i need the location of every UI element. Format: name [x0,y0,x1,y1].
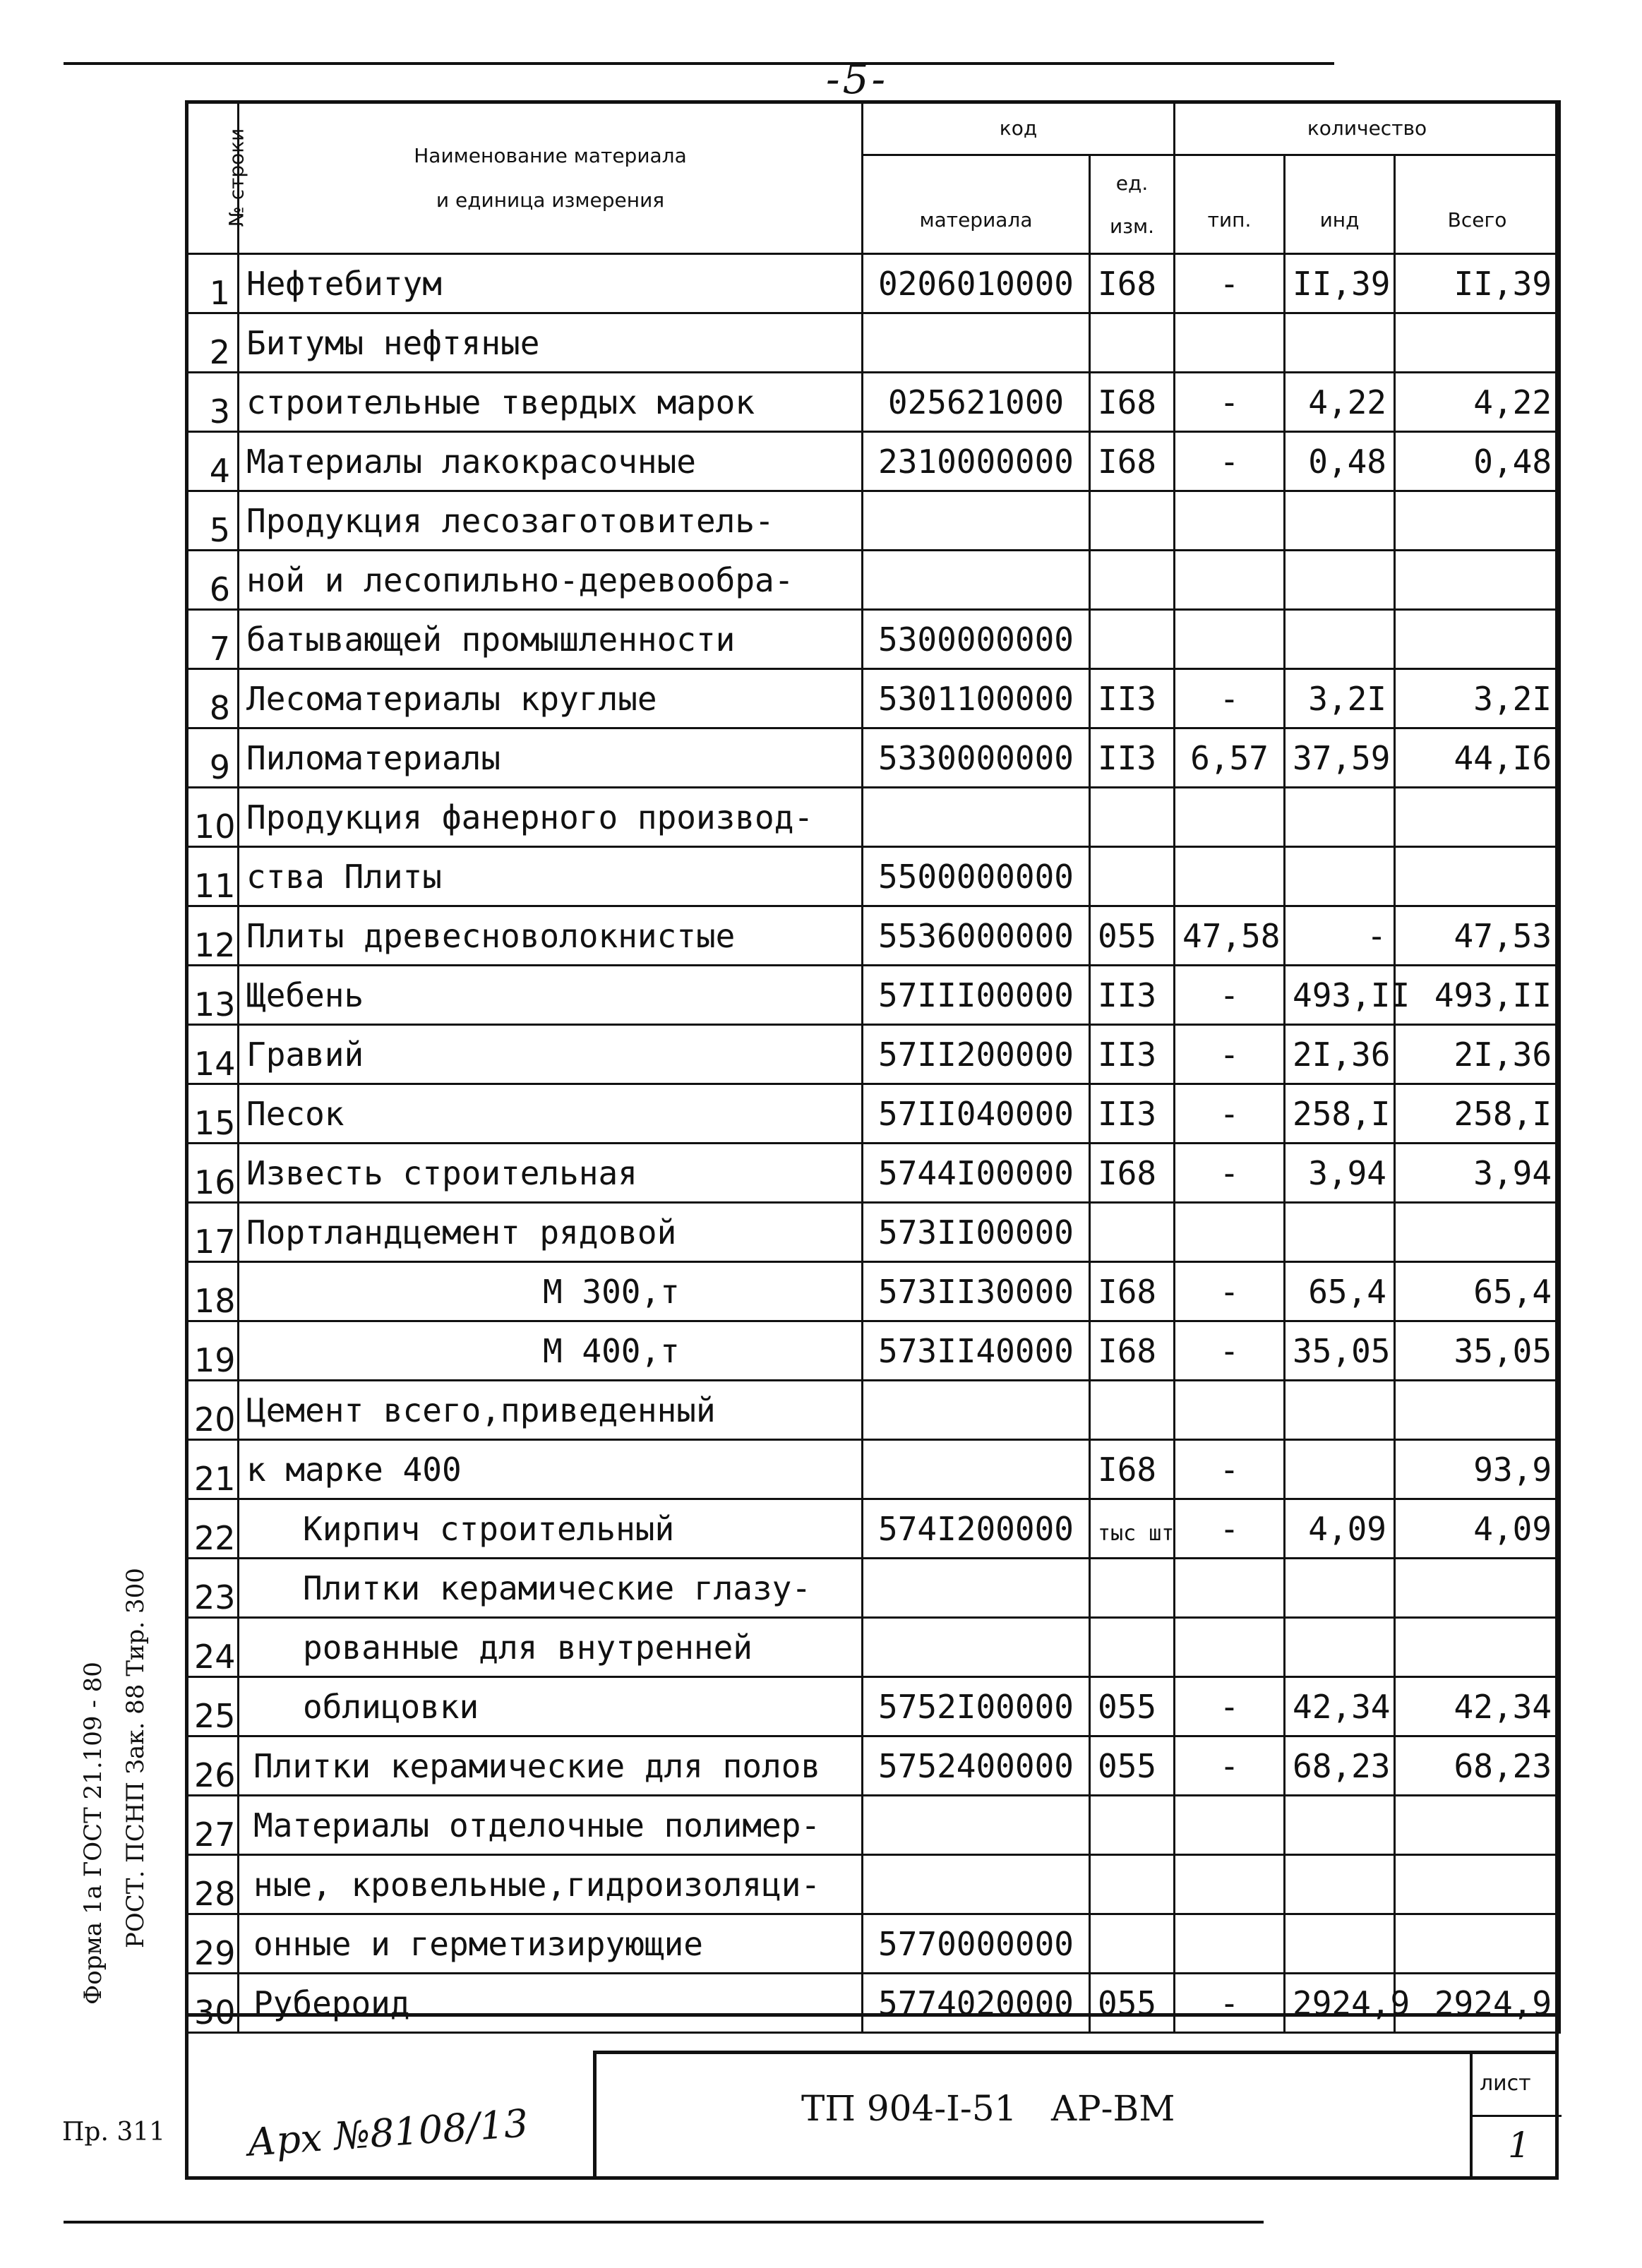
material-name: онные и герметизирующие [239,1914,863,1974]
qty-ind: 0,48 [1285,432,1395,491]
material-code [863,1440,1090,1499]
unit-code [1090,1914,1175,1974]
qty-ind [1285,1855,1395,1914]
qty-total: 258,I [1395,1084,1560,1144]
row-number: 15 [186,1084,239,1144]
table-row [186,906,1560,966]
row-number: 29 [186,1914,239,1974]
qty-typ: - [1175,1499,1285,1559]
qty-total [1395,1855,1560,1914]
qty-ind [1285,1559,1395,1618]
qty-total: 44,I6 [1395,728,1560,788]
qty-ind: II,39 [1285,254,1395,313]
material-name: Материалы лакокрасочные [239,432,863,491]
qty-typ [1175,1618,1285,1677]
qty-total: 42,34 [1395,1677,1560,1736]
table-row [186,1677,1560,1736]
unit-code [1090,788,1175,847]
name-header: Наименование материала и единица измерения [239,102,863,254]
qty-typ [1175,1203,1285,1262]
table-row [186,1144,1560,1203]
qty-ind: 68,23 [1285,1736,1395,1796]
material-name: Портландцемент рядовой [239,1203,863,1262]
row-number: 5 [186,491,239,551]
material-code: 57II040000 [863,1084,1090,1144]
qty-total [1395,1203,1560,1262]
material-name: Рубероид [239,1974,863,2033]
sheet-label: лист [1480,2071,1531,2096]
table-row [186,254,1560,313]
qty-total [1395,313,1560,373]
material-code: 5536000000 [863,906,1090,966]
row-number: 1 [186,254,239,313]
qty-typ: - [1175,1974,1285,2033]
row-no-header: № строки [186,102,239,254]
material-name: облицовки [239,1677,863,1736]
row-number: 25 [186,1677,239,1736]
qty-ind [1285,1796,1395,1855]
qty-typ [1175,1914,1285,1974]
unit-code: I68 [1090,1144,1175,1203]
qty-ind: 42,34 [1285,1677,1395,1736]
table-row [186,1084,1560,1144]
material-name: М 400,т [239,1321,863,1381]
qty-ind [1285,491,1395,551]
qty-typ: - [1175,1262,1285,1321]
material-name: ные, кровельные,гидроизоляци- [239,1855,863,1914]
row-number: 11 [186,847,239,906]
table-row [186,669,1560,728]
unit-code: II3 [1090,728,1175,788]
table-row [186,1440,1560,1499]
top-rule [64,62,1334,65]
table-row [186,1381,1560,1440]
material-name: М 300,т [239,1262,863,1321]
qty-ind [1285,1618,1395,1677]
unit-code [1090,1203,1175,1262]
sheet-number: 1 [1508,2125,1530,2166]
qty-typ: - [1175,432,1285,491]
row-number: 19 [186,1321,239,1381]
row-number: 9 [186,728,239,788]
material-name: Плитки керамические для полов [239,1736,863,1796]
unit-code [1090,1559,1175,1618]
material-code [863,1618,1090,1677]
qty-ind: 37,59 [1285,728,1395,788]
qty-total: 4,09 [1395,1499,1560,1559]
qty-total: 47,53 [1395,906,1560,966]
row-number: 6 [186,551,239,610]
table-row [186,1559,1560,1618]
material-name: Щебень [239,966,863,1025]
unit-code [1090,610,1175,669]
qty-total [1395,1796,1560,1855]
doc-code-cell [593,2051,1475,2178]
code-material-header: материала [863,155,1090,254]
qty-total: 0,48 [1395,432,1560,491]
qty-typ: - [1175,669,1285,728]
qty-total: 4,22 [1395,373,1560,432]
material-code: 5744I00000 [863,1144,1090,1203]
unit-code [1090,1618,1175,1677]
material-name: Кирпич строительный [239,1499,863,1559]
material-code: 5301100000 [863,669,1090,728]
unit-code [1090,1855,1175,1914]
material-name: Продукция лесозаготовитель- [239,491,863,551]
row-number: 18 [186,1262,239,1321]
material-code: 573II00000 [863,1203,1090,1262]
material-code: 57II200000 [863,1025,1090,1084]
unit-code: 055 [1090,1736,1175,1796]
qty-ind: 2I,36 [1285,1025,1395,1084]
table-row [186,1262,1560,1321]
material-name: ства Плиты [239,847,863,906]
material-code: 025621000 [863,373,1090,432]
sheet-cell [1470,2051,1559,2178]
qty-ind: 258,I [1285,1084,1395,1144]
qty-ind: 4,22 [1285,373,1395,432]
row-number: 7 [186,610,239,669]
unit-code [1090,1796,1175,1855]
qty-typ [1175,788,1285,847]
row-number: 26 [186,1736,239,1796]
row-number: 8 [186,669,239,728]
qty-total-header: Всего [1395,155,1560,254]
archive-note: Арх №8108/13 [246,2101,530,2165]
qty-total: 3,2I [1395,669,1560,728]
table-row [186,1796,1560,1855]
qty-ind [1285,847,1395,906]
pr-note: Пр. 311 [62,2118,166,2147]
material-name: Плиты древесноволокнистые [239,906,863,966]
unit-code [1090,1381,1175,1440]
qty-typ [1175,1855,1285,1914]
qty-typ: - [1175,1321,1285,1381]
row-number: 12 [186,906,239,966]
qty-typ: - [1175,1144,1285,1203]
row-number: 4 [186,432,239,491]
table-row [186,966,1560,1025]
qty-total: II,39 [1395,254,1560,313]
unit-code [1090,847,1175,906]
row-number: 23 [186,1559,239,1618]
qty-total: 493,II [1395,966,1560,1025]
qty-ind [1285,610,1395,669]
unit-code: II3 [1090,966,1175,1025]
qty-typ [1175,491,1285,551]
material-code: 5300000000 [863,610,1090,669]
material-name: Битумы нефтяные [239,313,863,373]
material-code [863,1559,1090,1618]
material-name: батывающей промышленности [239,610,863,669]
unit-code [1090,313,1175,373]
qty-ind: 65,4 [1285,1262,1395,1321]
material-name: Материалы отделочные полимер- [239,1796,863,1855]
row-number: 2 [186,313,239,373]
row-number: 14 [186,1025,239,1084]
qty-total [1395,610,1560,669]
qty-ind [1285,1914,1395,1974]
material-code: 573II30000 [863,1262,1090,1321]
material-name: Плитки керамические глазу- [239,1559,863,1618]
qty-ind: 2924,9 [1285,1974,1395,2033]
qty-ind: 3,2I [1285,669,1395,728]
material-code: 5774020000 [863,1974,1090,2033]
print-note: РОСТ. ПСНП Зак. 88 Тир. 300 [121,1568,150,1948]
material-name: к марке 400 [239,1440,863,1499]
table-row [186,313,1560,373]
material-name: строительные твердых марок [239,373,863,432]
material-name: Гравий [239,1025,863,1084]
row-number: 13 [186,966,239,1025]
qty-typ: - [1175,1084,1285,1144]
unit-code: I68 [1090,1321,1175,1381]
bottom-rule [64,2221,1264,2224]
qty-typ [1175,1796,1285,1855]
qty-typ: 6,57 [1175,728,1285,788]
qty-typ: - [1175,373,1285,432]
row-number: 20 [186,1381,239,1440]
row-number: 10 [186,788,239,847]
unit-code: II3 [1090,1084,1175,1144]
unit-code: 055 [1090,906,1175,966]
unit-code [1090,1499,1175,1559]
qty-ind [1285,788,1395,847]
qty-total [1395,491,1560,551]
qty-total [1395,1559,1560,1618]
table-row [186,1203,1560,1262]
material-name: Песок [239,1084,863,1144]
material-code [863,1796,1090,1855]
row-number: 30 [186,1974,239,2033]
material-code: 5752400000 [863,1736,1090,1796]
row-number: 22 [186,1499,239,1559]
qty-total [1395,1914,1560,1974]
table-row [186,373,1560,432]
doc-code: ТП 904-I-51 АР-ВМ [801,2088,1175,2129]
row-number: 16 [186,1144,239,1203]
table-row [186,847,1560,906]
table-row [186,728,1560,788]
qty-ind-header: инд [1285,155,1395,254]
table-row [186,1499,1560,1559]
table-row [186,1025,1560,1084]
material-code: 5500000000 [863,847,1090,906]
material-name: Нефтебитум [239,254,863,313]
material-code: 57III00000 [863,966,1090,1025]
qty-total [1395,551,1560,610]
qty-typ: - [1175,1440,1285,1499]
qty-total: 65,4 [1395,1262,1560,1321]
table-row [186,1736,1560,1796]
material-name: Пиломатериалы [239,728,863,788]
unit-code: I68 [1090,254,1175,313]
table-row [186,491,1560,551]
qty-ind [1285,313,1395,373]
row-number: 21 [186,1440,239,1499]
unit-code: I68 [1090,432,1175,491]
table-row [186,1855,1560,1914]
unit-code: 055 [1090,1974,1175,2033]
qty-ind [1285,551,1395,610]
unit-code [1090,491,1175,551]
qty-total [1395,1381,1560,1440]
material-name: ной и лесопильно-деревообра- [239,551,863,610]
qty-ind: 3,94 [1285,1144,1395,1203]
material-code [863,551,1090,610]
qty-total [1395,1618,1560,1677]
qty-ind [1285,1440,1395,1499]
qty-typ: 47,58 [1175,906,1285,966]
table-row [186,788,1560,847]
material-code: 2310000000 [863,432,1090,491]
qty-ind: 4,09 [1285,1499,1395,1559]
qty-typ [1175,551,1285,610]
qty-total: 93,9 [1395,1440,1560,1499]
unit-code: II3 [1090,1025,1175,1084]
unit-code: 055 [1090,1677,1175,1736]
qty-ind: - [1285,906,1395,966]
qty-group-header: количество [1175,102,1560,155]
table-row [186,610,1560,669]
qty-typ [1175,847,1285,906]
qty-ind [1285,1381,1395,1440]
qty-typ: - [1175,1736,1285,1796]
qty-typ: - [1175,254,1285,313]
unit-code: II3 [1090,669,1175,728]
table-row [186,551,1560,610]
code-group-header: код [863,102,1175,155]
qty-total: 35,05 [1395,1321,1560,1381]
material-code [863,313,1090,373]
table-row [186,1321,1560,1381]
row-number: 17 [186,1203,239,1262]
material-code [863,788,1090,847]
material-name: Лесоматериалы круглые [239,669,863,728]
material-code [863,491,1090,551]
material-name: рованные для внутренней [239,1618,863,1677]
qty-total: 2I,36 [1395,1025,1560,1084]
qty-typ [1175,1559,1285,1618]
unit-stack: тыс шт [1098,1520,1175,1546]
unit-code: I68 [1090,373,1175,432]
unit-code [1090,551,1175,610]
row-number: 28 [186,1855,239,1914]
qty-total: 3,94 [1395,1144,1560,1203]
table-row [186,1914,1560,1974]
material-name: Цемент всего,приведенный [239,1381,863,1440]
qty-typ [1175,1381,1285,1440]
material-code: 0206010000 [863,254,1090,313]
materials-table [185,100,1561,2034]
qty-typ [1175,313,1285,373]
unit-code: I68 [1090,1262,1175,1321]
material-name: Известь строительная [239,1144,863,1203]
row-number: 27 [186,1796,239,1855]
qty-typ: - [1175,1025,1285,1084]
qty-total: 2924,9 [1395,1974,1560,2033]
qty-typ: - [1175,1677,1285,1736]
form-note: Форма 1а ГОСТ 21.109 - 80 [79,1662,107,2005]
material-code [863,1381,1090,1440]
material-code [863,1855,1090,1914]
material-code: 574I200000 [863,1499,1090,1559]
row-number: 3 [186,373,239,432]
qty-typ [1175,610,1285,669]
material-code: 5770000000 [863,1914,1090,1974]
qty-total [1395,847,1560,906]
qty-ind: 493,II [1285,966,1395,1025]
qty-total: 68,23 [1395,1736,1560,1796]
qty-typ: - [1175,966,1285,1025]
qty-total [1395,788,1560,847]
page-number: -5- [826,55,889,103]
table-row [186,1618,1560,1677]
material-name: Продукция фанерного производ- [239,788,863,847]
unit-code: I68 [1090,1440,1175,1499]
material-code: 573II40000 [863,1321,1090,1381]
qty-ind [1285,1203,1395,1262]
table-row [186,432,1560,491]
material-code: 5752I00000 [863,1677,1090,1736]
material-code: 5330000000 [863,728,1090,788]
qty-ind: 35,05 [1285,1321,1395,1381]
qty-typ-header: тип. [1175,155,1285,254]
row-number: 24 [186,1618,239,1677]
unit-header: ед. изм. [1090,155,1175,254]
